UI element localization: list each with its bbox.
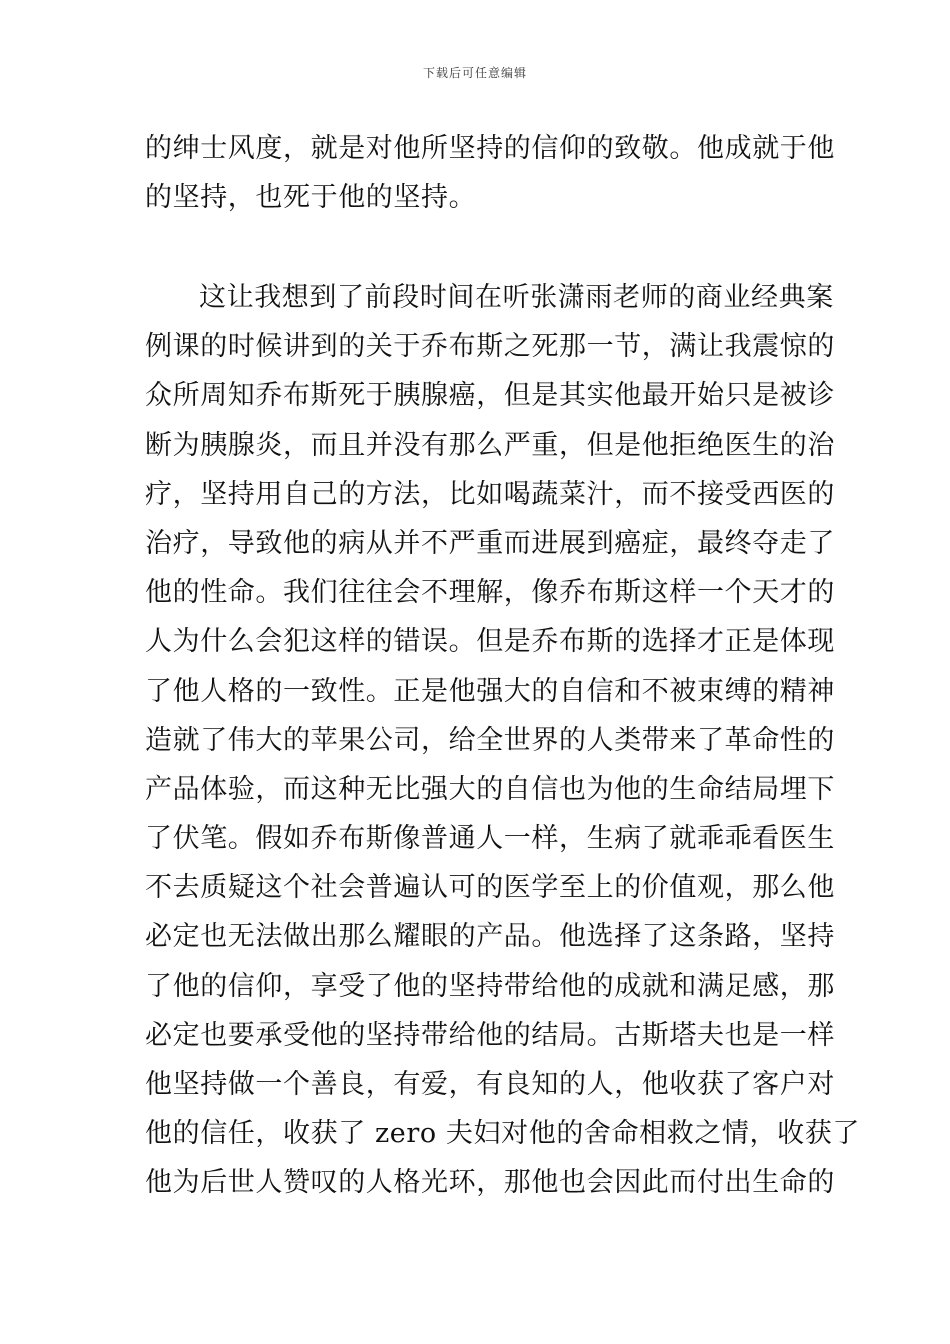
text-line-first: 这让我想到了前段时间在听张潇雨老师的商业经典案 xyxy=(199,282,834,313)
text-line: 断为胰腺炎，而且并没有那么严重，但是他拒绝医生的治 xyxy=(145,429,835,461)
text-line: 必定也要承受他的坚持带给他的结局。古斯塔夫也是一样 xyxy=(145,1019,835,1051)
text-line: 产品体验，而这种无比强大的自信也为他的生命结局埋下 xyxy=(145,773,835,805)
text-line: 他坚持做一个善良，有爱，有良知的人，他收获了客户对 xyxy=(145,1069,835,1100)
text-line: 必定也无法做出那么耀眼的产品。他选择了这条路，坚持 xyxy=(145,921,835,953)
text-line: 例课的时候讲到的关于乔布斯之死那一节，满让我震惊的 xyxy=(145,331,835,363)
text-line: 他的性命。我们往往会不理解，像乔布斯这样一个天才的 xyxy=(145,577,835,609)
text-line: 了他的信仰，享受了他的坚持带给他的成就和满足感，那 xyxy=(145,970,835,1002)
text-line: 造就了伟大的苹果公司，给全世界的人类带来了革命性的 xyxy=(145,724,835,756)
text-line: 不去质疑这个社会普遍认可的医学至上的价值观，那么他 xyxy=(145,872,835,904)
text-line: 的绅士风度，就是对他所坚持的信仰的致敬。他成就于他 xyxy=(145,133,835,164)
text-line: 了伏笔。假如乔布斯像普通人一样，生病了就乖乖看医生 xyxy=(145,823,835,855)
text-line: 疗，坚持用自己的方法，比如喝蔬菜汁，而不接受西医的 xyxy=(145,478,835,510)
paragraph-1 xyxy=(145,124,835,222)
paragraph-2 xyxy=(145,273,860,1208)
text-line: 他的信任，收获了 zero 夫妇对他的舍命相救之情，收获了 xyxy=(145,1118,860,1150)
text-line: 他为后世人赞叹的人格光环，那他也会因此而付出生命的 xyxy=(145,1167,835,1199)
page-header: 下载后可任意编辑 xyxy=(422,66,527,80)
text-line: 众所周知乔布斯死于胰腺癌，但是其实他最开始只是被诊 xyxy=(145,380,835,412)
text-line: 治疗，导致他的病从并不严重而进展到癌症，最终夺走了 xyxy=(145,527,835,559)
text-line: 了他人格的一致性。正是他强大的自信和不被束缚的精神 xyxy=(145,675,835,707)
text-line: 的坚持，也死于他的坚持。 xyxy=(145,182,477,214)
text-line: 人为什么会犯这样的错误。但是乔布斯的选择才正是体现 xyxy=(145,626,835,658)
